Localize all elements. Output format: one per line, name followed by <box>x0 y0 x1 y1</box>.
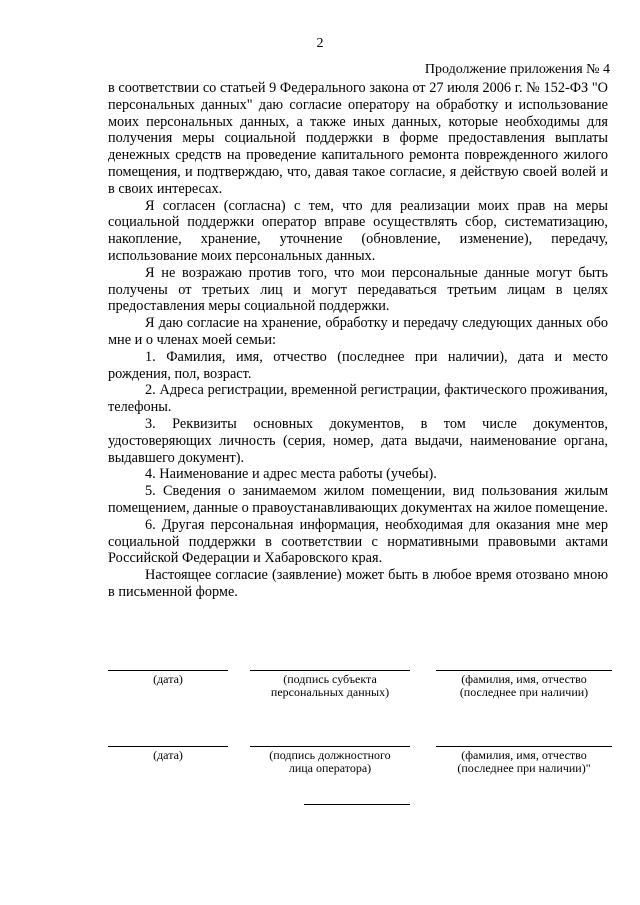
list-item-housing: 5. Сведения о занимаемом жилом помещении, вид пользования жилым помещением, данные о правоустанавливающих документах на жилое помещение. <box>108 483 608 516</box>
date-line-2 <box>108 746 228 747</box>
operator-signature-line <box>250 746 410 747</box>
paragraph-agreement: Я согласен (согласна) с тем, что для реализации моих прав на меры социальной поддержки оператор вправе осуществлять сбор, систематизацию, накопление, хранение, уточнение (обновление, изменение), передачу, использование моих персональных данных. <box>108 197 608 264</box>
operator-name-line <box>436 746 612 747</box>
date-caption-1: (дата) <box>153 672 183 686</box>
paragraph-legal-basis: в соответствии со статьей 9 Федерального закона от 27 июля 2006 г. № 152-ФЗ "О персональных данных" даю согласие оператору на обработку и использование моих персональных данных, а также иных данных, которые необходимы для получения меры социальной поддержки в форме предоставления выплаты денежных средств на проведение капитального ремонта поврежденного жилого помещения, и подтверждаю, что, давая такое согласие, я действую своей волей и в своих интересах. <box>108 80 608 197</box>
appendix-continuation-label: Продолжение приложения № 4 <box>424 62 610 77</box>
subject-signature-line <box>250 670 410 671</box>
date-line-1 <box>108 670 228 671</box>
operator-name-caption: (фамилия, имя, отчество (последнее при наличии)" <box>457 748 591 775</box>
list-item-addresses: 2. Адреса регистрации, временной регистрации, фактического проживания, телефоны. <box>108 382 608 416</box>
page-number: 2 <box>316 36 324 51</box>
operator-signature-caption: (подпись должностного лица оператора) <box>269 748 391 775</box>
date-caption-2: (дата) <box>153 748 183 762</box>
subject-name-caption: (фамилия, имя, отчество (последнее при наличии) <box>459 672 589 699</box>
subject-signature-caption: (подпись субъекта персональных данных) <box>270 672 390 699</box>
consent-text <box>108 80 608 601</box>
closing-separator-line <box>304 804 410 805</box>
paragraph-third-parties: Я не возражаю против того, что мои персональные данные могут быть получены от третьих лиц и могут передаваться третьим лицам в целях предоставления меры социальной поддержки. <box>108 264 608 315</box>
subject-name-line-1 <box>436 670 612 671</box>
list-item-other-info: 6. Другая персональная информация, необходимая для оказания мне мер социальной поддержки в соответствии с нормативными правовыми актами Российской Федерации и Хабаровского края. <box>108 516 608 567</box>
paragraph-consent-scope: Я даю согласие на хранение, обработку и передачу следующих данных обо мне и о членах моей семьи: <box>108 315 608 348</box>
list-item-documents: 3. Реквизиты основных документов, в том числе документов, удостоверяющих личность (серия, номер, дата выдачи, наименование органа, выдавшего документ). <box>108 415 608 466</box>
paragraph-revocation: Настоящее согласие (заявление) может быть в любое время отозвано мною в письменной форме. <box>108 567 608 600</box>
list-item-full-name: 1. Фамилия, имя, отчество (последнее при наличии), дата и место рождения, пол, возраст. <box>108 348 608 382</box>
list-item-workplace: 4. Наименование и адрес места работы (учебы). <box>145 466 437 483</box>
